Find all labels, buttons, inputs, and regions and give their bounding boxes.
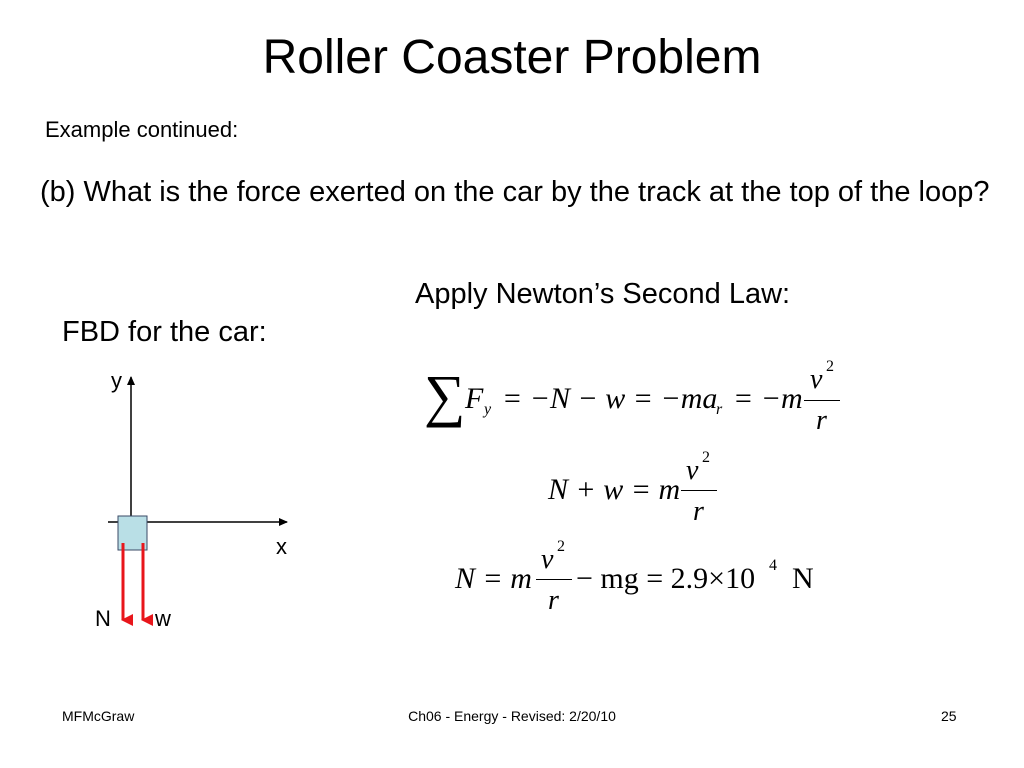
eq3-numerator-exponent: 2 bbox=[557, 538, 565, 555]
eq3-middle: − mg = 2.9×10 bbox=[576, 562, 756, 595]
eq2-denominator: r bbox=[693, 496, 704, 527]
eq1-tail: = −m bbox=[733, 382, 803, 415]
eq1-numerator-exponent: 2 bbox=[826, 358, 834, 375]
weight-force-label: w bbox=[155, 606, 171, 631]
fbd-title: FBD for the car: bbox=[62, 316, 267, 348]
eq2-fraction-bar bbox=[681, 490, 717, 491]
y-axis-label: y bbox=[111, 368, 122, 393]
footer-course-info: Ch06 - Energy - Revised: 2/20/10 bbox=[408, 708, 616, 724]
slide-subtitle: Example continued: bbox=[45, 117, 239, 142]
slide-title: Roller Coaster Problem bbox=[262, 31, 762, 84]
eq3-lhs: N = m bbox=[455, 562, 532, 595]
sum-symbol: ∑ bbox=[424, 363, 466, 428]
question-text: (b) What is the force exerted on the car by the track at the top of the loop? bbox=[40, 176, 990, 208]
eq1-middle: = −N − w = −ma bbox=[502, 382, 718, 415]
eq1-denominator: r bbox=[816, 405, 827, 436]
x-axis-label: x bbox=[276, 534, 287, 559]
eq1-fraction-bar bbox=[804, 400, 840, 401]
eq3-denominator: r bbox=[548, 585, 559, 616]
eq3-unit: N bbox=[792, 562, 814, 595]
apply-newton-label: Apply Newton’s Second Law: bbox=[415, 278, 791, 310]
eq1-numerator: v bbox=[810, 364, 823, 395]
eq3-fraction-bar bbox=[536, 579, 572, 580]
eq1-force-subscript: y bbox=[484, 401, 492, 418]
eq1-force: F bbox=[465, 382, 484, 415]
eq2-numerator-exponent: 2 bbox=[702, 449, 710, 466]
footer-page-number: 25 bbox=[941, 708, 957, 724]
eq3-numerator: v bbox=[541, 544, 554, 575]
eq3-exponent: 4 bbox=[769, 557, 777, 574]
footer-author: MFMcGraw bbox=[62, 708, 135, 724]
eq2-lhs: N + w = m bbox=[548, 473, 681, 506]
normal-force-label: N bbox=[95, 606, 111, 631]
eq1-accel-subscript: r bbox=[716, 401, 723, 418]
eq2-numerator: v bbox=[686, 455, 699, 486]
